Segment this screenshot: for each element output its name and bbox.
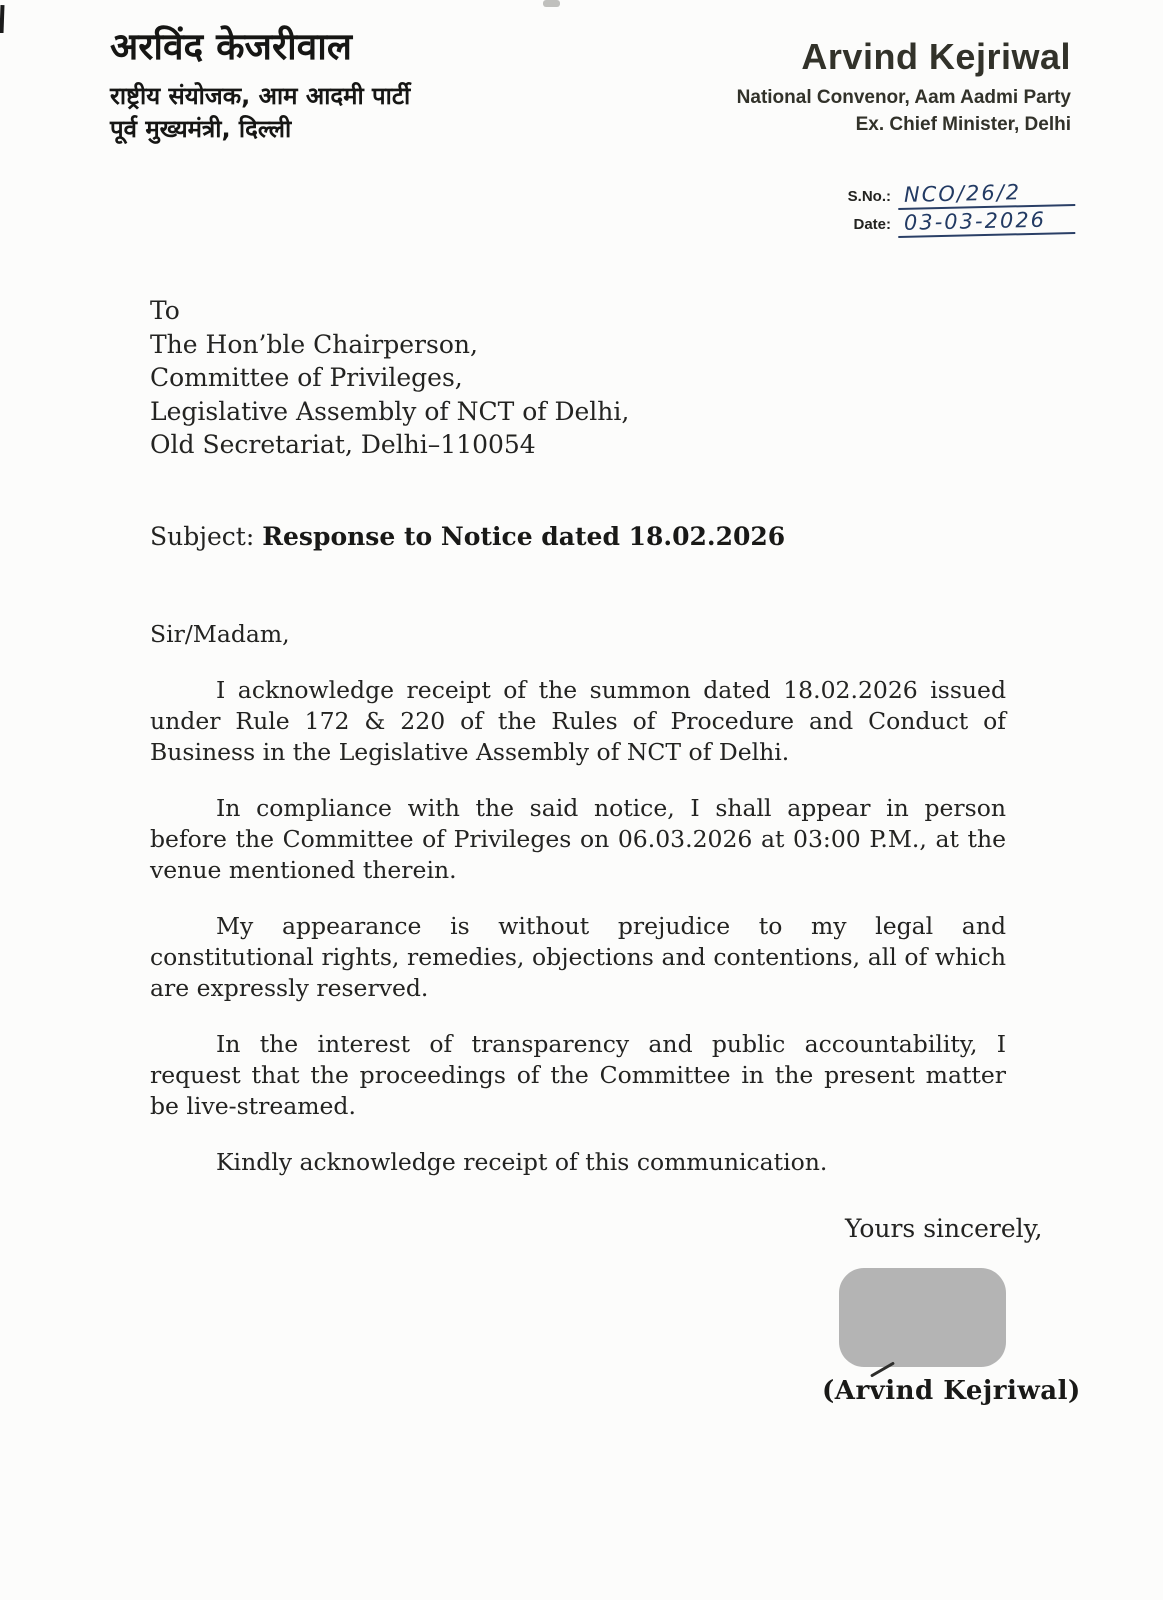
letterhead-english-designation-2: Ex. Chief Minister, Delhi	[855, 114, 1071, 135]
signature-redaction-box	[839, 1268, 1006, 1367]
scan-artifact-top	[543, 0, 560, 7]
valediction: Yours sincerely,	[845, 1214, 1043, 1243]
serial-number-label: S.No.:	[847, 188, 891, 205]
date-row	[843, 209, 1075, 236]
subject-label: Subject:	[150, 522, 255, 551]
letterhead-english-designation-1: National Convenor, Aam Aadmi Party	[736, 87, 1071, 108]
address-line: The Hon’ble Chairperson,	[150, 329, 478, 359]
scan-artifact-corner	[0, 5, 4, 33]
date-handwritten-value: 03-03-2026	[898, 207, 1076, 238]
body-paragraph: In compliance with the said notice, I shall appear in person before the Committee of Privileges on 06.03.2026 at 03:00 P.M., at the venue mentioned therein.	[150, 794, 1006, 884]
letter-body	[150, 619, 1006, 1178]
body-paragraph: My appearance is without prejudice to my legal and constitutional rights, remedies, objections and contentions, all of which are expressly reserved.	[150, 912, 1006, 1002]
address-line: Old Secretariat, Delhi–110054	[150, 430, 536, 459]
letterhead-hindi-designation-2: पूर्व मुख्यमंत्री, दिल्ली	[110, 115, 292, 143]
serial-number-handwritten-value: NCO/26/2	[898, 179, 1076, 210]
address-line: Legislative Assembly of NCT of Delhi,	[150, 396, 630, 426]
reference-block	[843, 181, 1075, 237]
serial-number-row	[843, 181, 1075, 208]
address-line: To	[150, 296, 180, 325]
body-paragraph: I acknowledge receipt of the summon dated 18.02.2026 issued under Rule 172 & 220 of the Rules of Procedure and Conduct of Business in the Legislative Assembly of NCT of Delhi.	[150, 676, 1006, 766]
letterhead-hindi-name: अरविंद केजरीवाल	[110, 25, 352, 68]
subject-text: Response to Notice dated 18.02.2026	[262, 522, 786, 551]
subject-line	[150, 522, 785, 551]
address-line: Committee of Privileges,	[150, 363, 463, 392]
recipient-address	[150, 294, 629, 462]
body-paragraph: In the interest of transparency and public accountability, I request that the proceedings of the Committee in the present matter be live-streamed.	[150, 1030, 1006, 1120]
body-paragraph: Kindly acknowledge receipt of this communication.	[216, 1148, 828, 1176]
letterhead-hindi-designation-1: राष्ट्रीय संयोजक, आम आदमी पार्टी	[110, 82, 411, 110]
letterhead-hindi	[110, 24, 410, 146]
letterhead-english-name: Arvind Kejriwal	[801, 36, 1071, 77]
date-label: Date:	[853, 216, 891, 233]
signatory-name: (Arvind Kejriwal)	[822, 1376, 1081, 1406]
letterhead-english	[737, 36, 1071, 135]
salutation: Sir/Madam,	[150, 620, 290, 648]
